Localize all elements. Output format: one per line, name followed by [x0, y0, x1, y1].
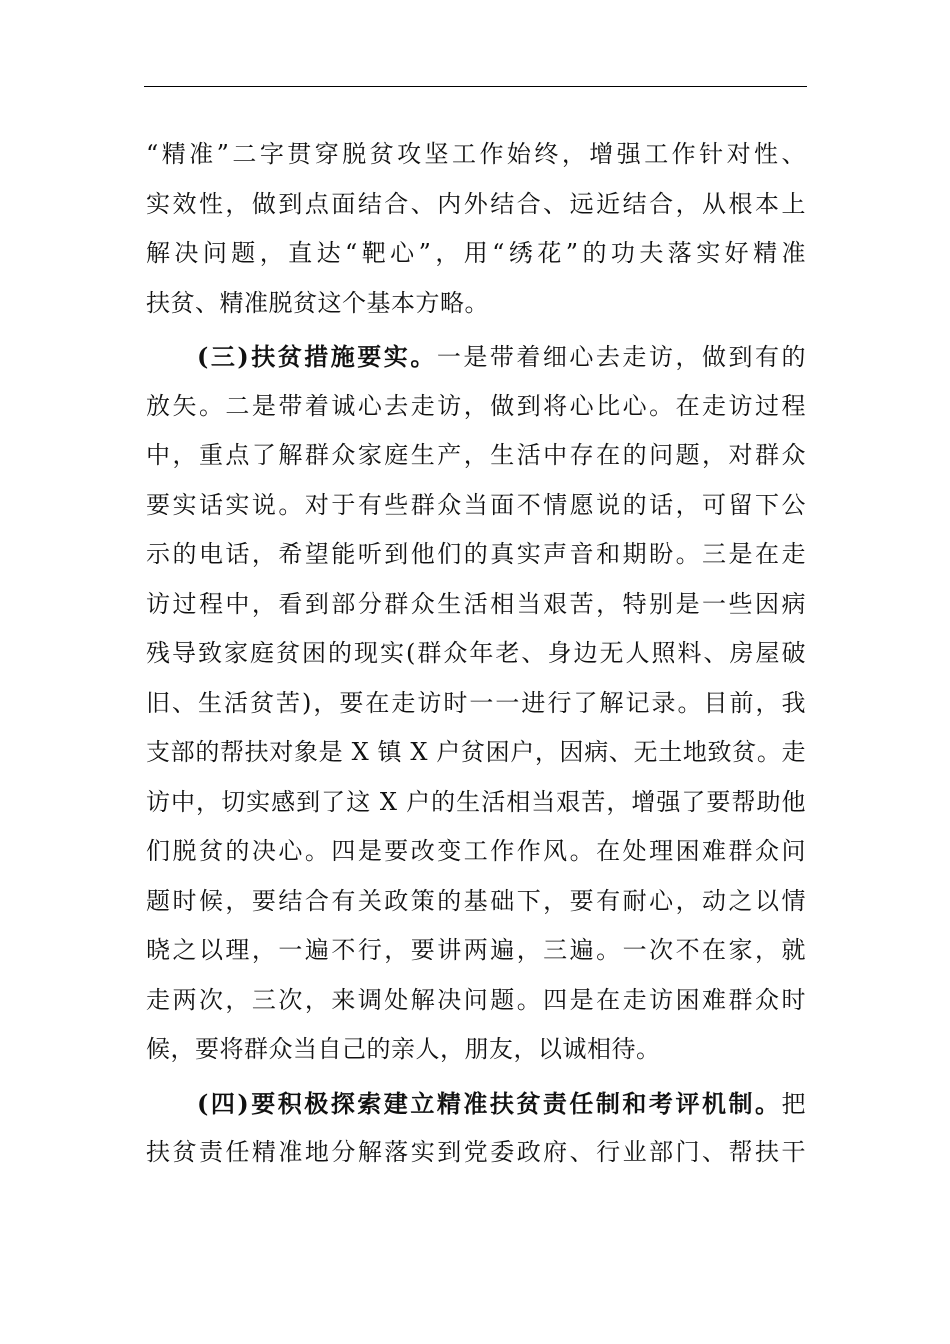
paragraph-1: [146, 130, 806, 328]
text-line: 支部的帮扶对象是 X 镇 X 户贫困户，因病、无土地致贫。走: [146, 738, 806, 766]
text-line: 访中，切实感到了这 X 户的生活相当艰苦，增强了要帮助他: [146, 787, 806, 816]
text-line: 们脱贫的决心。四是要改变工作作风。在处理困难群众问: [146, 837, 806, 865]
header-rule: [144, 86, 807, 87]
text-line: “精准”二字贯穿脱贫攻坚工作始终，增强工作针对性、: [146, 140, 806, 168]
section-heading-4: (四)要积极探索建立精准扶贫责任制和考评机制。: [197, 1088, 782, 1118]
text-line: 扶贫责任精准地分解落实到党委政府、行业部门、帮扶干: [146, 1138, 806, 1166]
document-body: [146, 130, 806, 1178]
text-line: 题时候，要结合有关政策的基础下，要有耐心，动之以情: [146, 886, 806, 915]
text-line: 解决问题，直达“靶心”，用“绣花”的功夫落实好精准: [146, 239, 806, 267]
section-heading-3: (三)扶贫措施要实。: [197, 342, 437, 371]
paragraph-3: [146, 1079, 806, 1178]
text-run: 一是带着细心去走访，做到有的: [436, 343, 807, 371]
paragraph-2: [146, 332, 806, 1075]
text-line: 晓之以理，一遍不行，要讲两遍，三遍。一次不在家，就: [146, 936, 806, 964]
text-line: [146, 1079, 806, 1129]
text-run: 把: [781, 1089, 806, 1118]
text-line: 中，重点了解群众家庭生产，生活中存在的问题，对群众: [146, 441, 806, 469]
text-line: 候，要将群众当自己的亲人，朋友，以诚相待。: [146, 1035, 661, 1063]
text-line: 扶贫、精准脱贫这个基本方略。: [146, 288, 489, 317]
text-line: 示的电话，希望能听到他们的真实声音和期盼。三是在走: [146, 540, 806, 568]
text-line: 放矢。二是带着诚心去走访，做到将心比心。在走访过程: [146, 391, 806, 420]
text-line: [146, 332, 806, 382]
text-line: 走两次，三次，来调处解决问题。四是在走访困难群众时: [146, 985, 806, 1014]
text-line: 要实话实说。对于有些群众当面不情愿说的话，可留下公: [146, 490, 806, 519]
text-line: 残导致家庭贫困的现实(群众年老、身边无人照料、房屋破: [146, 639, 806, 667]
text-line: 旧、生活贫苦)，要在走访时一一进行了解记录。目前，我: [146, 688, 806, 717]
text-line: 实效性，做到点面结合、内外结合、远近结合，从根本上: [146, 189, 806, 218]
text-line: 访过程中，看到部分群众生活相当艰苦，特别是一些因病: [146, 589, 806, 618]
